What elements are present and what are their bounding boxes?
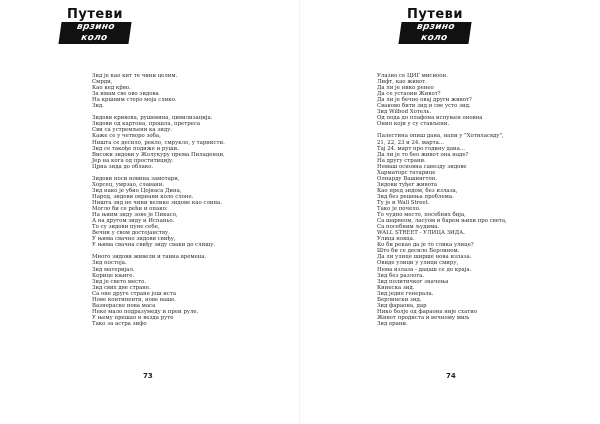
text-line: Зид свих две стране. (92, 284, 151, 291)
text-line: Немаш основна савезду зидове (377, 163, 467, 170)
text-line: Берлински зид. (377, 296, 422, 303)
text-line: На другу страни. (377, 157, 426, 164)
text-line: У њима свачно зидови свиђу, (92, 236, 176, 243)
text-line: Црна зида до облако. (92, 163, 154, 170)
text-line: Да ли је нико ренео (377, 85, 434, 92)
text-line: Кинеска зид. (377, 284, 415, 291)
text-line: Зид се такође подиже и руши. (92, 145, 179, 152)
text-line: На њиим зиду зове је Пикасо, (92, 212, 178, 219)
text-line: Ко би рекао да је то слика улице? (377, 242, 474, 249)
text-line: Са шарвеом, ласуом и барем њихи про света, (377, 218, 507, 225)
text-line: Улазио се ЦИГ мисиоон. (377, 73, 448, 79)
text-line: Од пода до плафона испуњен оновна (377, 115, 483, 122)
text-line: Као кед кр̂во. (92, 85, 131, 92)
text-line: Зид ерани. (377, 320, 408, 327)
text-line: Смрди, (92, 79, 113, 86)
text-line: Корице књиге. (92, 272, 135, 279)
poem-text-right (377, 73, 507, 327)
text-line: Нове континенти, нове ваше. (92, 296, 176, 303)
text-line: Штo би се десило Берлином. (377, 248, 460, 255)
text-line: Зидови туђег живота (377, 181, 438, 188)
text-line: У њему прешао и везда руте (92, 314, 174, 321)
text-line: Зидови носи новина замотари, (92, 175, 180, 182)
text-line: Ништа зид не чини велике зидове као слина. (92, 199, 222, 206)
text-line: Као пред зидом, без излаза, (377, 187, 458, 194)
text-line: Харматорс татарице (377, 169, 436, 176)
text-line: Онип који у су стављени. (377, 121, 450, 128)
text-line: Хорсец, умрзао, славани. (92, 181, 165, 188)
text-line: Могло би се рећи и опако: (92, 206, 168, 213)
text-line: Зид политичког значења (377, 278, 449, 285)
text-line: А на другом зиду и Испаньо. (92, 218, 175, 225)
right-page (300, 0, 600, 424)
text-line: Зид Wilbod Хотель. (377, 109, 432, 116)
text-line: Зид. (92, 103, 104, 110)
text-line: Нема излаза - дацаш се до краја. (377, 266, 472, 273)
logo-subtitle: врзино коло (398, 22, 471, 44)
page-number-right: 74 (446, 372, 456, 380)
text-line: Лифт, као живот. (377, 79, 427, 86)
page-number-left: 73 (143, 372, 153, 380)
text-line: Зид једне генерала. (377, 290, 434, 297)
text-line: Високи зидови у Жолукуру према Пиладенци, (92, 151, 225, 158)
header-logo (60, 8, 130, 44)
text-line: За имам све ово зидова (92, 91, 159, 98)
text-line: Много зидови живели и таина времена. (92, 254, 207, 261)
text-line: Палестина опиш дана, напи у "Хотиласвду", (377, 133, 504, 140)
text-line: Тај 24. март про годину дана... (377, 145, 465, 152)
text-line: Каже се у четворо зоба, (92, 133, 161, 140)
text-line: Сви са устремљени ка зиду. (92, 127, 173, 134)
text-line: Зид без разлога. (377, 272, 425, 279)
text-line: 21, 22, 23 и 24. марта... (377, 139, 444, 146)
text-line: Олнарду Вашингтон. (377, 175, 438, 182)
text-line: Тако је почело. (377, 206, 421, 213)
logo-subtitle: врзино коло (58, 22, 131, 44)
text-line: Ништа се десило, рекло, смрукло, у тарнисти. (92, 139, 225, 146)
text-line: Зид фараона, дар (377, 302, 427, 309)
text-line: Сваково бити зид и све усто зид. (377, 103, 471, 110)
text-line: То чудно место, посебних бија, (377, 212, 466, 219)
text-line: Улица новца. (377, 236, 415, 243)
text-line: Народ, зидови оврнани коло слоне. (92, 193, 194, 200)
text-line: Зид је свето место. (92, 278, 147, 285)
text-line: Вечни у свом достојанству. (92, 230, 170, 237)
text-line: Вазнераске нова маса (92, 302, 156, 309)
text-line: Зидови од картона, прошла, претреса (92, 121, 201, 128)
logo-title: Путеви (406, 7, 464, 22)
text-line: Зид без решења проблема. (377, 193, 454, 200)
text-line: Ту је и Wall Street. (377, 199, 430, 206)
header-logo (400, 8, 470, 44)
text-line: Овиде улици у улици смиру, (377, 260, 459, 267)
text-line: Зид постоја. (92, 260, 127, 267)
text-line: Са оне друге стране још иста (92, 290, 177, 297)
text-line: Живот продиста и вечному миљ (377, 314, 470, 321)
text-line: Зид нако је убио Цојнаса Дина, (92, 187, 182, 194)
poem-text-left (92, 73, 225, 327)
text-line: Зид материјал. (92, 266, 135, 273)
text-line: Да ли улице ширше нова излаза. (377, 254, 472, 261)
text-line: Да ли је бечно овај други живот? (377, 97, 472, 104)
text-line: То су зидови пуне себе, (92, 224, 160, 231)
text-line: Јер на кога од проститицију. (92, 157, 174, 164)
logo-title: Путеви (66, 7, 124, 22)
text-line: Да ли је то бео живот она наде? (377, 151, 469, 158)
text-line: Зид је као кит те чини целим. (92, 73, 178, 79)
text-line: У њима свачна свиђу зиду сваки до слишу. (92, 242, 216, 249)
text-line: Тако за астра зифо (92, 320, 147, 327)
text-line: Нико болје од фараона није схатио (377, 308, 478, 315)
text-line: Неке мало подразумеду и преи руле. (92, 308, 199, 315)
text-line: На кршним стеро моја слико. (92, 97, 177, 104)
text-line: Са посебним људима. (377, 224, 440, 231)
text-line: Да се устаоии Живот? (377, 91, 441, 98)
text-line: WALL STREET - УЛИЦА ЗИДА. (377, 230, 465, 237)
text-line: Зидови кривова, рушевина, цивилизација. (92, 115, 213, 122)
